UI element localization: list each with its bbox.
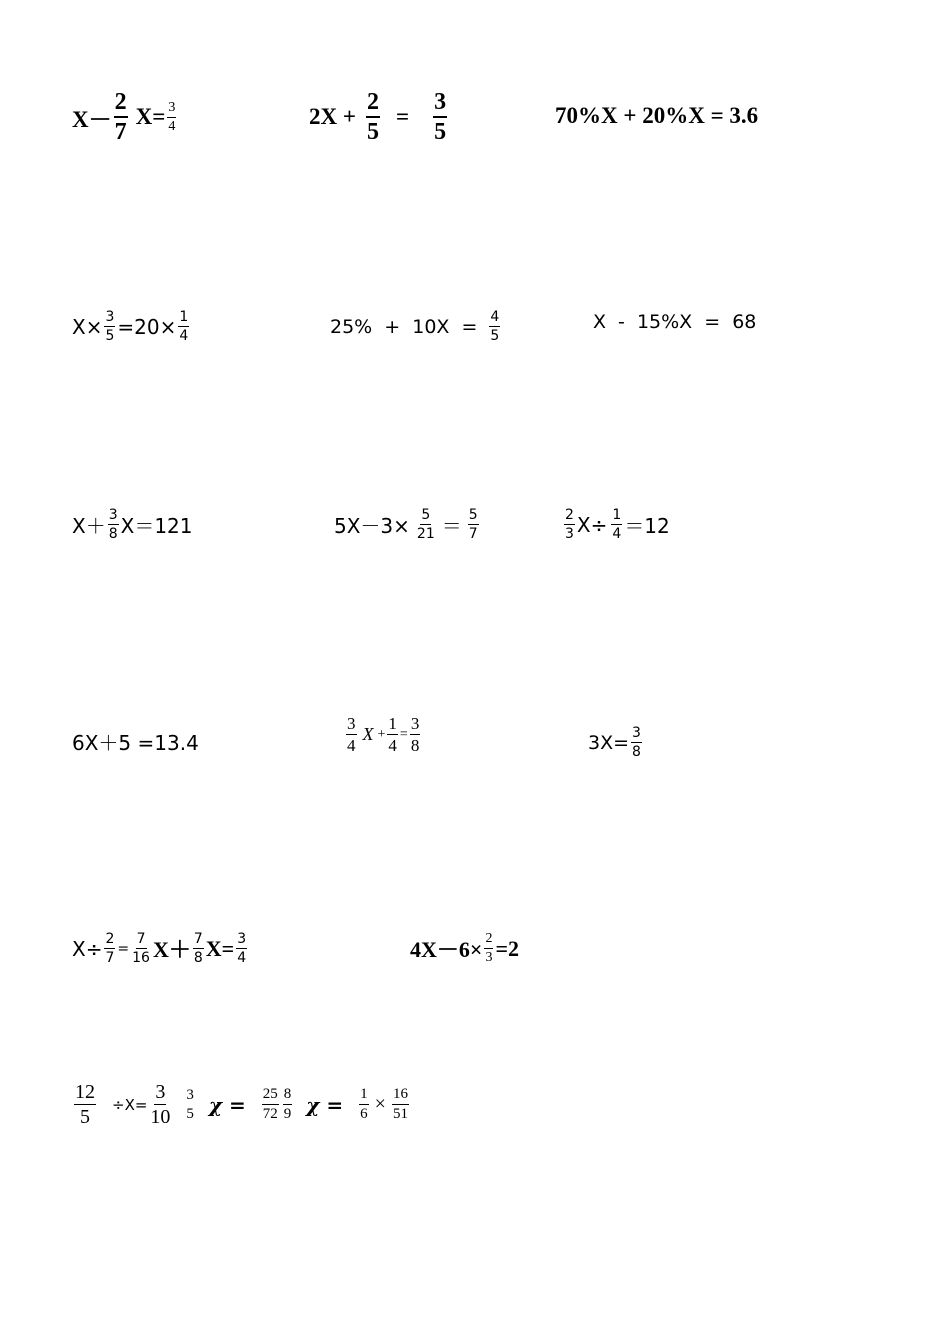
eq-text: X - 15%X = 68 — [593, 311, 757, 333]
numerator: 25 — [262, 1087, 279, 1105]
numerator: 7 — [136, 931, 146, 947]
eq-text: χ = — [306, 1092, 344, 1117]
numerator: 3 — [155, 1081, 166, 1103]
denominator: 5 — [434, 119, 447, 145]
fraction — [262, 1087, 279, 1122]
numerator: 1 — [359, 1087, 369, 1105]
eq-text: + — [377, 726, 386, 742]
fraction — [366, 90, 380, 144]
fraction — [468, 508, 479, 541]
numerator: 2 — [114, 90, 128, 118]
eq-text: 5X－3× — [334, 514, 410, 538]
fraction — [410, 715, 421, 754]
denominator: 7 — [468, 526, 478, 542]
numerator: 3 — [410, 714, 420, 733]
numerator: 8 — [283, 1087, 293, 1105]
numerator: 12 — [75, 1081, 95, 1103]
fraction — [74, 1082, 96, 1127]
equation-4-1 — [72, 727, 199, 756]
fraction — [611, 508, 622, 541]
eq-text: X÷ — [576, 512, 608, 537]
equation-4-2 — [344, 715, 422, 754]
eq-text: ＝ — [441, 514, 462, 538]
denominator: 4 — [388, 736, 397, 755]
equation-5-1 — [72, 932, 249, 965]
eq-text: 2X + — [309, 104, 356, 129]
denominator: 4 — [612, 526, 622, 542]
numerator: 5 — [421, 507, 431, 523]
numerator: 2 — [105, 931, 115, 947]
numerator: 2 — [366, 90, 380, 118]
fraction — [236, 932, 247, 965]
eq-text: = — [395, 104, 410, 129]
fraction — [185, 1088, 195, 1122]
denominator: 21 — [416, 526, 435, 542]
eq-text: X÷ — [72, 936, 103, 961]
denominator: 5 — [186, 1105, 194, 1122]
numerator: 3 — [433, 90, 447, 118]
denominator: 7 — [105, 950, 115, 966]
eq-text: χ = — [208, 1092, 246, 1117]
equation-2-3 — [593, 311, 756, 333]
eq-text: =20× — [117, 314, 177, 339]
denominator: 4 — [347, 736, 356, 755]
fraction — [387, 715, 398, 754]
fraction — [108, 508, 119, 541]
eq-text: 4X－6× — [410, 937, 483, 962]
denominator: 8 — [410, 736, 420, 755]
denominator: 3 — [565, 526, 574, 542]
numerator: 3 — [237, 931, 247, 947]
eq-text: = — [399, 726, 408, 742]
denominator: 7 — [114, 119, 127, 145]
equation-3-3 — [562, 508, 670, 541]
eq-text: =2 — [495, 935, 519, 961]
denominator: 4 — [237, 950, 247, 966]
denominator: 4 — [179, 328, 189, 344]
numerator: 16 — [392, 1087, 409, 1105]
fraction — [416, 508, 436, 541]
denominator: 5 — [105, 328, 115, 344]
numerator: 1 — [388, 714, 397, 733]
numerator: 3 — [108, 507, 118, 523]
numerator: 3 — [632, 725, 641, 741]
eq-text: 6X＋5 =13.4 — [72, 731, 199, 755]
denominator: 5 — [366, 119, 379, 145]
denominator: 10 — [150, 1106, 171, 1128]
equation-3-1 — [72, 508, 193, 541]
denominator: 5 — [80, 1106, 90, 1128]
fraction — [484, 932, 493, 965]
eq-text: = — [117, 940, 130, 957]
denominator: 6 — [360, 1106, 368, 1122]
equation-1-2 — [309, 90, 449, 144]
numerator: 2 — [484, 932, 493, 949]
numerator: 3 — [186, 1086, 194, 1103]
fraction — [114, 90, 128, 144]
fraction — [433, 90, 447, 144]
fraction — [631, 726, 642, 759]
denominator: 51 — [392, 1106, 408, 1122]
fraction — [149, 1082, 171, 1127]
numerator: 1 — [179, 309, 189, 325]
fraction — [104, 932, 115, 965]
equation-1-1 — [72, 90, 178, 144]
denominator: 8 — [108, 526, 118, 542]
fraction — [178, 310, 189, 343]
numerator: 3 — [167, 101, 176, 118]
equation-5-2 — [410, 932, 519, 965]
numerator: 4 — [490, 309, 500, 325]
denominator: 9 — [283, 1106, 292, 1122]
numerator: 3 — [105, 309, 115, 325]
numerator: 1 — [612, 507, 622, 523]
eq-text: X＋ — [152, 937, 191, 962]
equation-3-2 — [334, 508, 481, 541]
denominator: 8 — [193, 950, 203, 966]
denominator: 4 — [168, 118, 176, 134]
fraction — [346, 715, 357, 754]
fraction — [104, 310, 115, 343]
eq-text: X= — [135, 104, 166, 129]
denominator: 5 — [490, 328, 500, 344]
numerator: 5 — [468, 507, 478, 523]
numerator: 2 — [565, 507, 574, 523]
equation-4-3 — [588, 726, 644, 759]
fraction — [489, 310, 500, 343]
eq-text: ＝12 — [624, 514, 670, 538]
numerator: 7 — [193, 931, 203, 947]
fraction — [359, 1087, 369, 1122]
eq-text: ÷X= — [112, 1095, 148, 1114]
eq-text: 25% + 10X = — [330, 315, 478, 338]
equation-2-2 — [330, 310, 502, 343]
numerator: 3 — [347, 714, 356, 733]
eq-text: X= — [205, 935, 235, 961]
equation-1-3 — [555, 103, 758, 129]
fraction — [193, 932, 204, 965]
eq-text: 70%X + 20%X = 3.6 — [555, 103, 759, 128]
fraction — [131, 932, 151, 965]
eq-text: 3X= — [588, 731, 630, 754]
eq-text: X＋ — [72, 514, 106, 538]
denominator: 3 — [485, 950, 493, 965]
eq-text: X－ — [72, 106, 112, 132]
denominator: 16 — [132, 950, 150, 966]
denominator: 72 — [262, 1106, 278, 1122]
eq-text: X — [362, 724, 374, 744]
fraction — [392, 1087, 409, 1122]
equation-2-1 — [72, 310, 191, 343]
equation-6-1 — [72, 1082, 411, 1127]
eq-text: X＝121 — [120, 514, 193, 538]
eq-text: X× — [72, 314, 103, 339]
fraction — [167, 101, 176, 134]
eq-text: × — [374, 1093, 386, 1115]
denominator: 8 — [632, 744, 641, 760]
fraction — [564, 508, 575, 541]
fraction — [283, 1087, 293, 1122]
